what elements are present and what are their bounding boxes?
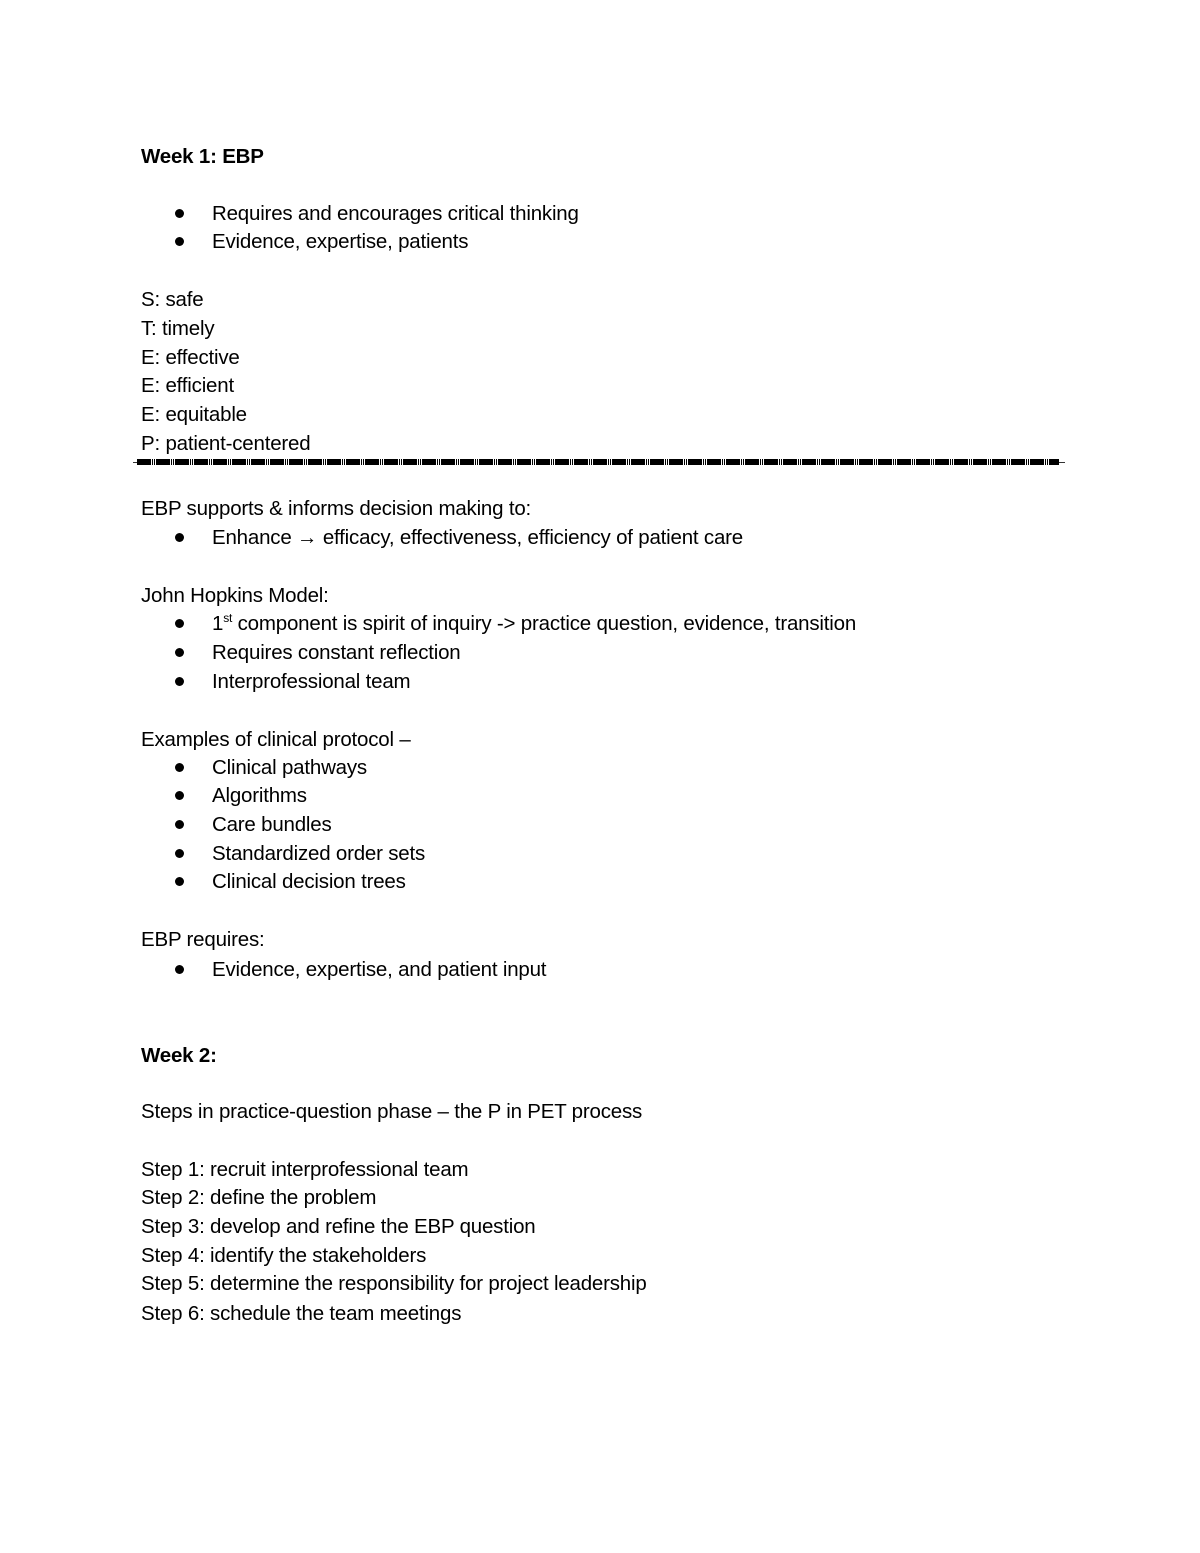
hopkins-bullet-2: Requires constant reflection <box>212 641 461 664</box>
ebp-supports-heading: EBP supports & informs decision making to: <box>141 497 532 520</box>
protocol-bullet-4: Standardized order sets <box>212 842 426 865</box>
hopkins-bullet-1: 1st component is spirit of inquiry -> practice question, evidence, transition <box>212 611 857 635</box>
ebp-requires-bullet: Evidence, expertise, and patient input <box>212 958 547 981</box>
bullet-icon <box>175 533 184 542</box>
step-2: Step 2: define the problem <box>141 1186 377 1209</box>
step-1: Step 1: recruit interprofessional team <box>141 1158 469 1181</box>
week2-subheading: Steps in practice-question phase – the P in PET process <box>141 1100 643 1123</box>
steeep-timely: T: timely <box>141 317 215 340</box>
week1-heading: Week 1: EBP <box>141 145 264 168</box>
horizontal-rule <box>133 459 1065 467</box>
protocol-bullet-2: Algorithms <box>212 784 307 807</box>
week1-bullet-2: Evidence, expertise, patients <box>212 230 469 253</box>
bullet-icon <box>175 965 184 974</box>
protocol-bullet-5: Clinical decision trees <box>212 870 406 893</box>
bullet-icon <box>175 677 184 686</box>
protocol-heading: Examples of clinical protocol – <box>141 728 411 751</box>
week2-heading: Week 2: <box>141 1044 217 1067</box>
bullet-icon <box>175 763 184 772</box>
hopkins-heading: John Hopkins Model: <box>141 584 329 607</box>
hopkins-bullet-3: Interprofessional team <box>212 670 411 693</box>
steeep-safe: S: safe <box>141 288 204 311</box>
bullet-icon <box>175 619 184 628</box>
ebp-supports-bullet: Enhance → efficacy, effectiveness, efficiency of patient care <box>212 526 743 549</box>
week1-bullet-1: Requires and encourages critical thinking <box>212 202 579 225</box>
protocol-bullet-3: Care bundles <box>212 813 332 836</box>
step-5: Step 5: determine the responsibility for project leadership <box>141 1272 647 1295</box>
steeep-effective: E: effective <box>141 346 240 369</box>
bullet-icon <box>175 237 184 246</box>
bullet-icon <box>175 849 184 858</box>
steeep-patient-centered: P: patient-centered <box>141 432 311 455</box>
arrow-right-icon: → <box>297 526 318 549</box>
bullet-icon <box>175 877 184 886</box>
step-4: Step 4: identify the stakeholders <box>141 1244 427 1267</box>
bullet-icon <box>175 648 184 657</box>
step-6: Step 6: schedule the team meetings <box>141 1302 462 1325</box>
protocol-bullet-1: Clinical pathways <box>212 756 367 779</box>
steeep-efficient: E: efficient <box>141 374 234 397</box>
bullet-icon <box>175 820 184 829</box>
steeep-equitable: E: equitable <box>141 403 247 426</box>
bullet-icon <box>175 791 184 800</box>
bullet-icon <box>175 209 184 218</box>
ebp-requires-heading: EBP requires: <box>141 928 265 951</box>
step-3: Step 3: develop and refine the EBP question <box>141 1215 536 1238</box>
